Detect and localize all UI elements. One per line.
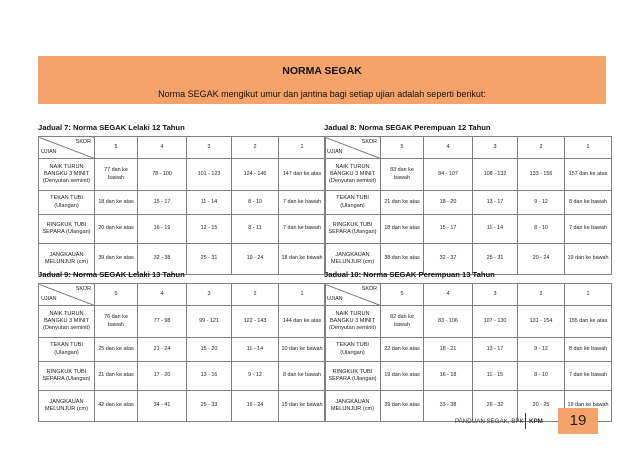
score-header: 3 — [473, 137, 518, 159]
norm-value-cell: 20 - 24 — [518, 244, 565, 275]
norm-value-cell: 8 - 10 — [232, 191, 279, 215]
norm-value-cell: 10 dan ke bawah — [279, 338, 326, 362]
table-header-row — [325, 284, 612, 306]
norm-value-cell: 82 dan ke bawah — [381, 306, 424, 338]
score-header: 4 — [138, 284, 187, 306]
norm-value-cell: 13 - 16 — [187, 362, 232, 391]
norm-table — [324, 136, 612, 275]
skor-ujian-header — [39, 137, 95, 159]
table-title: Jadual 7: Norma SEGAK Lelaki 12 Tahun — [38, 123, 185, 132]
score-header: 5 — [381, 284, 424, 306]
norm-value-cell: 8 dan ke bawah — [565, 338, 612, 362]
norm-value-cell: 7 dan ke bawah — [565, 215, 612, 244]
norm-table — [38, 136, 326, 275]
ujian-label: UJIAN — [41, 148, 57, 155]
skor-label: SKOR — [75, 286, 91, 292]
norm-value-cell: 25 - 33 — [187, 391, 232, 422]
skor-label: SKOR — [361, 139, 377, 145]
ujian-label: UJIAN — [41, 295, 57, 302]
norm-value-cell: 157 dan ke atas — [565, 159, 612, 191]
norm-value-cell: 39 dan ke atas — [381, 391, 424, 422]
skor-label: SKOR — [75, 139, 91, 145]
table-title: Jadual 9: Norma SEGAK Lelaki 13 Tahun — [38, 270, 185, 279]
test-name-cell: NAIK TURUN BANGKU 3 MINIT (Denyutan seminit) — [325, 306, 381, 338]
test-name-cell: NAIK TURUN BANGKU 3 MINIT (Denyutan seminit) — [325, 159, 381, 191]
score-header: 4 — [138, 137, 187, 159]
norm-value-cell: 25 - 31 — [473, 244, 518, 275]
table-row — [39, 191, 326, 215]
table-row — [325, 338, 612, 362]
score-header: 3 — [187, 137, 232, 159]
score-header: 5 — [95, 284, 138, 306]
score-header: 5 — [95, 137, 138, 159]
norm-value-cell: 8 - 10 — [518, 362, 565, 391]
norm-value-cell: 8 - 11 — [232, 215, 279, 244]
test-name-cell: JANGKAUAN MELUNJUR (cm) — [39, 391, 95, 422]
norm-value-cell: 12 - 15 — [187, 215, 232, 244]
table-row — [325, 159, 612, 191]
norm-value-cell: 76 dan ke bawah — [95, 306, 138, 338]
score-header: 2 — [518, 284, 565, 306]
skor-ujian-header — [39, 284, 95, 306]
norm-value-cell: 32 - 38 — [138, 244, 187, 275]
test-name-cell: JANGKAUAN MELUNJUR (cm) — [39, 244, 95, 275]
norm-value-cell: 15 - 17 — [138, 191, 187, 215]
table-row — [39, 306, 326, 338]
norm-value-cell: 78 - 100 — [138, 159, 187, 191]
score-header: 1 — [279, 284, 326, 306]
table-header-row — [39, 137, 326, 159]
test-name-cell: TEKAN TUBI (Ulangan) — [325, 191, 381, 215]
table-row — [39, 215, 326, 244]
skor-ujian-header — [325, 137, 381, 159]
norm-value-cell: 7 dan ke bawah — [565, 362, 612, 391]
table-row — [325, 306, 612, 338]
norm-value-cell: 11 - 14 — [232, 338, 279, 362]
norm-value-cell: 18 dan ke atas — [95, 191, 138, 215]
norm-value-cell: 15 dan ke bawah — [279, 391, 326, 422]
norm-value-cell: 122 - 143 — [232, 306, 279, 338]
norm-value-cell: 133 - 156 — [518, 159, 565, 191]
norm-value-cell: 33 - 38 — [424, 391, 473, 422]
norm-value-cell: 77 - 98 — [138, 306, 187, 338]
table-title: Jadual 10: Norma SEGAK Perempuan 13 Tahun — [324, 270, 495, 279]
norm-value-cell: 8 dan ke bawah — [279, 362, 326, 391]
norm-value-cell: 32 - 37 — [424, 244, 473, 275]
footer-divider — [525, 413, 526, 429]
norm-value-cell: 147 dan ke atas — [279, 159, 326, 191]
norm-value-cell: 34 - 41 — [138, 391, 187, 422]
norm-value-cell: 108 - 132 — [473, 159, 518, 191]
table-header-row — [325, 137, 612, 159]
table-row — [325, 191, 612, 215]
score-header: 1 — [565, 137, 612, 159]
norm-value-cell: 20 - 25 — [518, 391, 565, 422]
table-row — [39, 338, 326, 362]
norm-table-3 — [38, 270, 326, 422]
test-name-cell: TEKAN TUBI (Ulangan) — [325, 338, 381, 362]
test-name-cell: TEKAN TUBI (Ulangan) — [39, 338, 95, 362]
ujian-label: UJIAN — [327, 148, 343, 155]
top-margin — [0, 0, 638, 40]
table-row — [39, 159, 326, 191]
title-banner — [38, 56, 606, 104]
norm-value-cell: 17 - 20 — [138, 362, 187, 391]
norm-value-cell: 18 - 20 — [424, 191, 473, 215]
kpm-logo: KPM — [529, 418, 543, 425]
page-title: NORMA SEGAK — [282, 65, 362, 77]
norm-value-cell: 84 - 107 — [424, 159, 473, 191]
page-number-box — [558, 408, 598, 434]
skor-label: SKOR — [361, 286, 377, 292]
norm-value-cell: 101 - 123 — [187, 159, 232, 191]
norm-value-cell: 19 dan ke bawah — [565, 391, 612, 422]
norm-value-cell: 99 - 121 — [187, 306, 232, 338]
norm-value-cell: 21 - 24 — [138, 338, 187, 362]
norm-value-cell: 18 - 21 — [424, 338, 473, 362]
norm-value-cell: 131 - 154 — [518, 306, 565, 338]
norm-value-cell: 25 dan ke atas — [95, 338, 138, 362]
norm-value-cell: 16 - 24 — [232, 391, 279, 422]
norm-value-cell: 16 - 18 — [424, 362, 473, 391]
norm-value-cell: 15 - 20 — [187, 338, 232, 362]
norm-value-cell: 20 dan ke atas — [95, 215, 138, 244]
norm-value-cell: 7 dan ke bawah — [279, 215, 326, 244]
norm-value-cell: 7 dan ke bawah — [279, 191, 326, 215]
footer-text: PANDUAN SEGAK, BPK — [455, 418, 524, 425]
table-header-row — [39, 284, 326, 306]
test-name-cell: RINGKUK TUBI SEPARA (Ulangan) — [39, 362, 95, 391]
norm-value-cell: 83 - 106 — [424, 306, 473, 338]
norm-value-cell: 13 - 17 — [473, 191, 518, 215]
norm-table — [38, 283, 326, 422]
skor-ujian-header — [325, 284, 381, 306]
test-name-cell: NAIK TURUN BANGKU 3 MINIT (Denyutan seminit) — [39, 306, 95, 338]
norm-value-cell: 155 dan ke atas — [565, 306, 612, 338]
score-header: 4 — [424, 137, 473, 159]
norm-value-cell: 8 - 10 — [518, 215, 565, 244]
norm-value-cell: 18 dan ke atas — [381, 215, 424, 244]
norm-value-cell: 13 - 17 — [473, 338, 518, 362]
norm-value-cell: 22 dan ke atas — [381, 338, 424, 362]
table-row — [39, 362, 326, 391]
norm-value-cell: 25 - 31 — [187, 244, 232, 275]
norm-value-cell: 15 - 17 — [424, 215, 473, 244]
ujian-label: UJIAN — [327, 295, 343, 302]
norm-value-cell: 38 dan ke atas — [381, 244, 424, 275]
norm-value-cell: 21 dan ke atas — [381, 191, 424, 215]
norm-value-cell: 11 - 14 — [187, 191, 232, 215]
norm-value-cell: 9 - 12 — [232, 362, 279, 391]
norm-value-cell: 11 - 15 — [473, 362, 518, 391]
score-header: 1 — [565, 284, 612, 306]
score-header: 3 — [187, 284, 232, 306]
norm-table — [324, 283, 612, 422]
norm-value-cell: 26 - 32 — [473, 391, 518, 422]
norm-value-cell: 18 dan ke bawah — [279, 244, 326, 275]
test-name-cell: JANGKAUAN MELUNJUR (cm) — [325, 391, 381, 422]
score-header: 4 — [424, 284, 473, 306]
norm-value-cell: 107 - 130 — [473, 306, 518, 338]
table-row — [39, 391, 326, 422]
norm-value-cell: 9 - 12 — [518, 191, 565, 215]
page-subtitle: Norma SEGAK mengikut umur dan jantina bagi setiap ujian adalah seperti berikut: — [158, 89, 486, 99]
test-name-cell: RINGKUK TUBI SEPARA (Ulangan) — [325, 362, 381, 391]
norm-value-cell: 83 dan ke bawah — [381, 159, 424, 191]
score-header: 2 — [232, 137, 279, 159]
score-header: 3 — [473, 284, 518, 306]
table-title: Jadual 8: Norma SEGAK Perempuan 12 Tahun — [324, 123, 491, 132]
norm-value-cell: 19 - 24 — [232, 244, 279, 275]
table-row — [325, 215, 612, 244]
score-header: 2 — [518, 137, 565, 159]
test-name-cell: NAIK TURUN BANGKU 3 MINIT (Denyutan seminit) — [39, 159, 95, 191]
norm-value-cell: 19 dan ke bawah — [565, 244, 612, 275]
norm-value-cell: 19 dan ke atas — [381, 362, 424, 391]
norm-value-cell: 21 dan ke atas — [95, 362, 138, 391]
norm-table-1 — [38, 123, 326, 275]
norm-value-cell: 77 dan ke bawah — [95, 159, 138, 191]
norm-value-cell: 42 dan ke atas — [95, 391, 138, 422]
score-header: 5 — [381, 137, 424, 159]
page-number: 19 — [569, 412, 587, 429]
norm-value-cell: 16 - 19 — [138, 215, 187, 244]
score-header: 2 — [232, 284, 279, 306]
test-name-cell: RINGKUK TUBI SEPARA (Ulangan) — [39, 215, 95, 244]
norm-table-2 — [324, 123, 612, 275]
test-name-cell: RINGKUK TUBI SEPARA (Ulangan) — [325, 215, 381, 244]
score-header: 1 — [279, 137, 326, 159]
norm-value-cell: 8 dan ke bawah — [565, 191, 612, 215]
norm-value-cell: 11 - 14 — [473, 215, 518, 244]
norm-table-4 — [324, 270, 612, 422]
test-name-cell: TEKAN TUBI (Ulangan) — [39, 191, 95, 215]
norm-value-cell: 144 dan ke atas — [279, 306, 326, 338]
norm-value-cell: 9 - 12 — [518, 338, 565, 362]
norm-value-cell: 39 dan ke atas — [95, 244, 138, 275]
table-row — [325, 362, 612, 391]
test-name-cell: JANGKAUAN MELUNJUR (cm) — [325, 244, 381, 275]
norm-value-cell: 124 - 146 — [232, 159, 279, 191]
